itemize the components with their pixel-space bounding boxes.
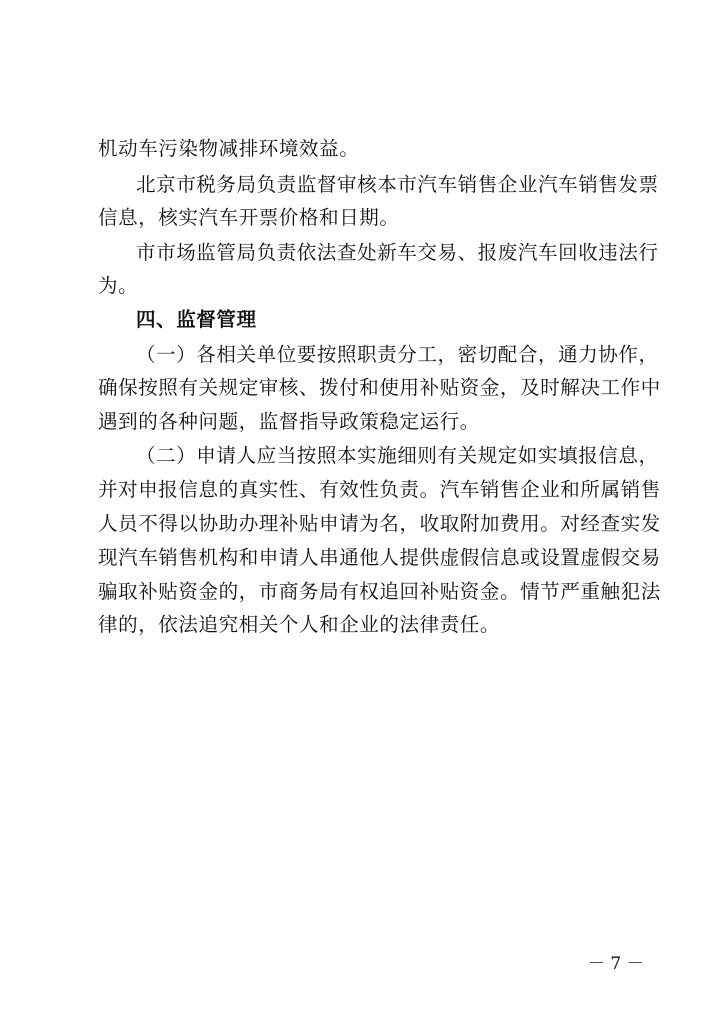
paragraph-line: 机动车污染物减排环境效益。 bbox=[98, 137, 360, 160]
paragraph-line: 人员不得以协助办理补贴申请为名，收取附加费用。对经查实发 bbox=[98, 512, 661, 535]
paragraph-line: 市市场监管局负责依法查处新车交易、报废汽车回收违法行 bbox=[136, 241, 659, 264]
paragraph-line: （一）各相关单位要按照职责分工，密切配合，通力协作， bbox=[136, 343, 659, 366]
paragraph-line: 北京市税务局负责监督审核本市汽车销售企业汽车销售发票 bbox=[136, 173, 659, 196]
page-number: － 7 － bbox=[588, 954, 644, 974]
paragraph-line: 为。 bbox=[98, 274, 139, 297]
paragraph-line: 骗取补贴资金的，市商务局有权追回补贴资金。情节严重触犯法 bbox=[98, 580, 661, 603]
section-heading: 四、监督管理 bbox=[136, 308, 257, 331]
paragraph-line: 律的，依法追究相关个人和企业的法律责任。 bbox=[98, 613, 501, 636]
paragraph-line: 并对申报信息的真实性、有效性负责。汽车销售企业和所属销售 bbox=[98, 478, 661, 501]
paragraph-line: 遇到的各种问题，监督指导政策稳定运行。 bbox=[98, 410, 480, 433]
paragraph-line: 确保按照有关规定审核、拨付和使用补贴资金，及时解决工作中 bbox=[98, 376, 661, 399]
paragraph-line: 信息，核实汽车开票价格和日期。 bbox=[98, 206, 400, 229]
paragraph-line: （二）申请人应当按照本实施细则有关规定如实填报信息， bbox=[136, 444, 659, 467]
paragraph-line: 现汽车销售机构和申请人串通他人提供虚假信息或设置虚假交易 bbox=[98, 546, 661, 569]
